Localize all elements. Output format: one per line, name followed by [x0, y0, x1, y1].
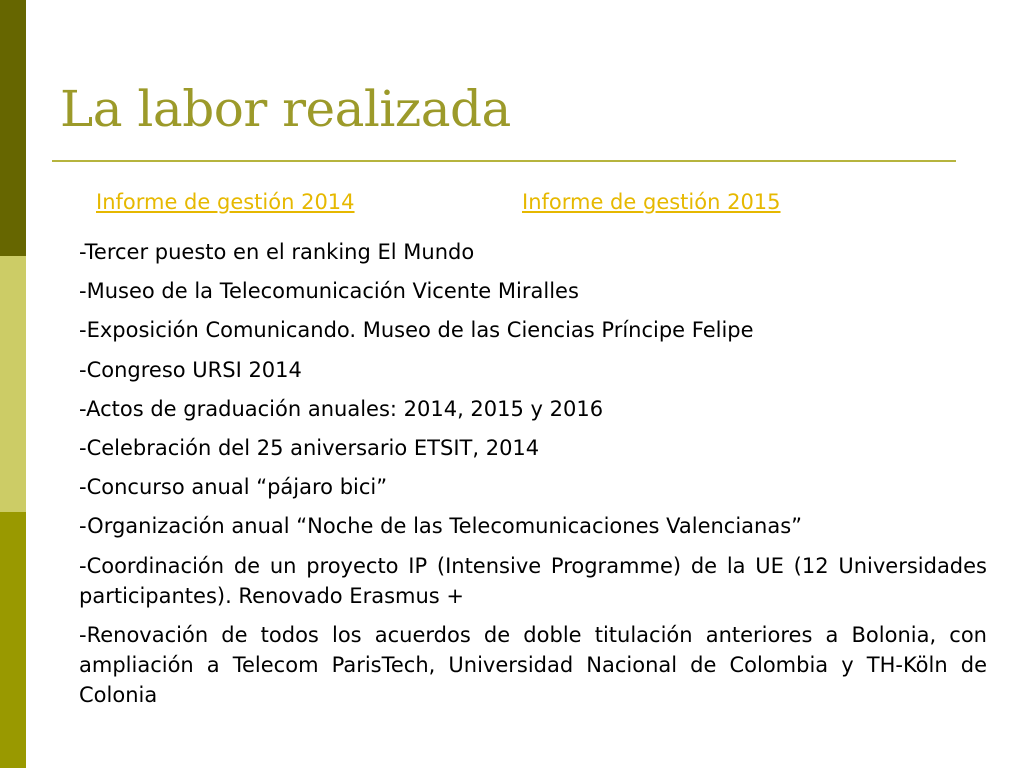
title-underline-rule: [52, 160, 956, 162]
list-item: -Exposición Comunicando. Museo de las Ciencias Príncipe Felipe: [79, 318, 754, 343]
list-item: -Actos de graduación anuales: 2014, 2015 y 2016: [79, 396, 604, 421]
list-item: -Coordinación de un proyecto IP (Intensive Programme) de la UE (12 Universidades participantes). Renovado Erasmus +: [79, 553, 987, 608]
list-item: -Renovación de todos los acuerdos de doble titulación anteriores a Bolonia, con ampliación a Telecom ParisTech, Universidad Nacional de Colombia y TH-Köln de Colonia: [79, 622, 987, 707]
link-informe-gestion-2015[interactable]: Informe de gestión 2015: [522, 190, 781, 214]
list-item: -Congreso URSI 2014: [79, 357, 302, 382]
list-item: -Concurso anual “pájaro bici”: [79, 475, 388, 500]
list-item: -Tercer puesto en el ranking El Mundo: [79, 240, 475, 264]
sidebar-middle-band: [0, 256, 26, 512]
sidebar-bottom-band: [0, 512, 26, 768]
list-item: -Celebración del 25 aniversario ETSIT, 2014: [79, 435, 540, 460]
slide-title: La labor realizada: [60, 80, 511, 138]
report-links-row: [0, 188, 1024, 218]
achievements-list: [79, 237, 987, 719]
list-item: -Museo de la Telecomunicación Vicente Miralles: [79, 279, 579, 304]
list-item: -Organización anual “Noche de las Telecomunicaciones Valencianas”: [79, 514, 803, 539]
link-informe-gestion-2014[interactable]: Informe de gestión 2014: [96, 190, 355, 214]
